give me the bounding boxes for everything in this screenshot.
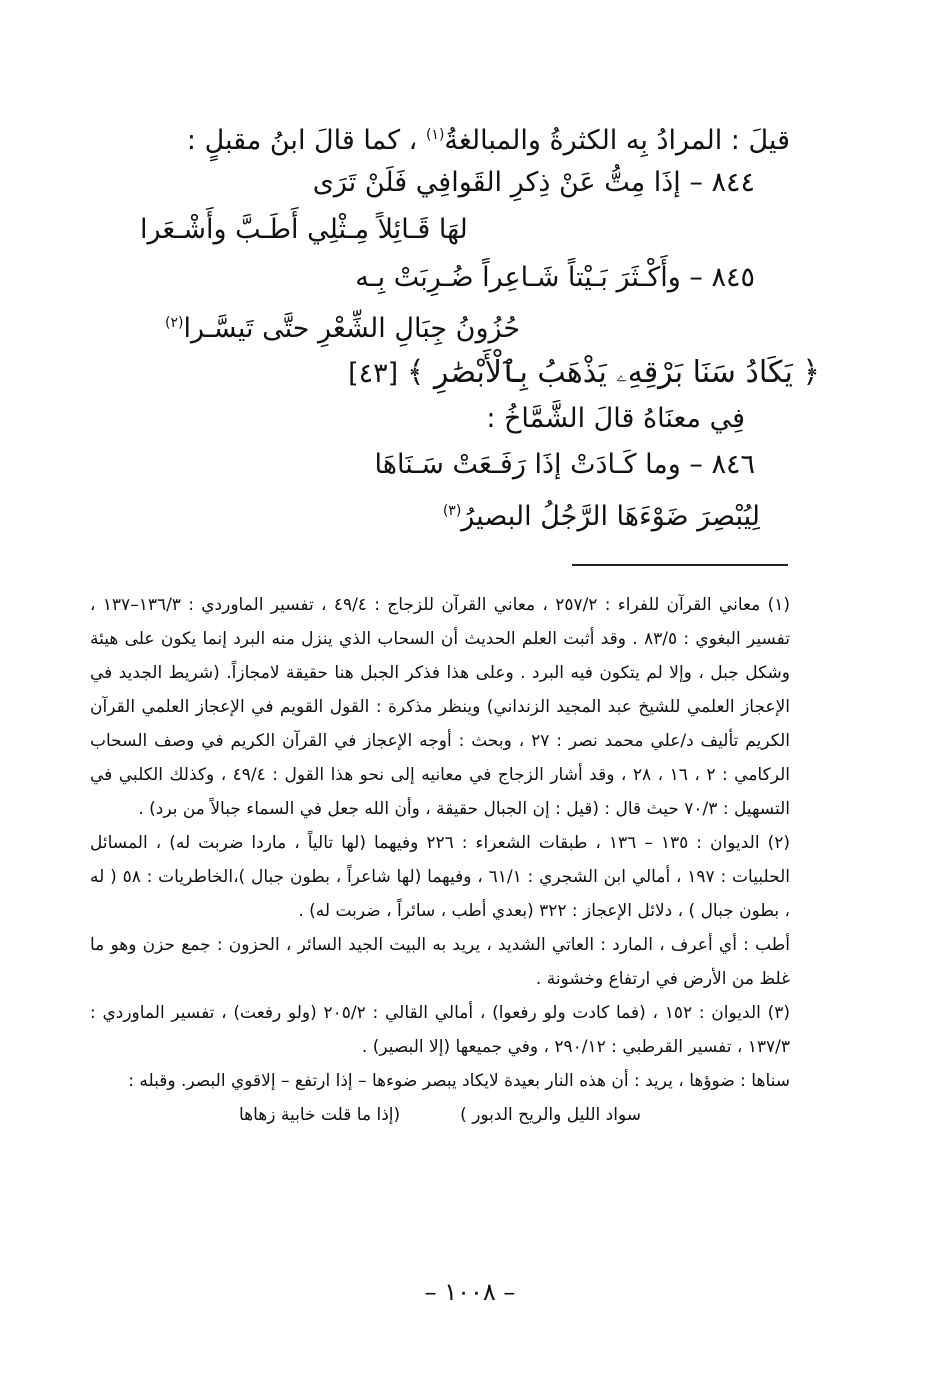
- footnote-ref-3: (٣): [442, 503, 462, 519]
- footnote-3-gloss: سناها : ضوؤها ، يريد : أن هذه النار بعيدة لايكاد يبصر ضوءها – إذا ارتفع – إلاقوي البصر. وقبله :: [128, 1071, 790, 1091]
- intro-line: [187, 118, 790, 158]
- quoted-verse-second: سواد الليل والريح الدبور ): [460, 1105, 642, 1125]
- footnote-ref-2: (٢): [165, 315, 184, 331]
- verse-846-second-wrap: [443, 494, 760, 534]
- verse-845-first: ٨٤٥ – وأَكْـثَرَ بَـيْتاً شَـاعِراً ضُـرِبَتْ بِـه: [355, 262, 755, 293]
- verse-846-second: لِيُبْصِرَ ضَوْءَهَا الرَّجُلُ البصيرُ: [461, 501, 760, 532]
- intro-tail: ، كما قالَ ابنُ مقبلٍ :: [186, 125, 418, 156]
- quran-verse-line: [348, 356, 820, 391]
- verse-846-first: ٨٤٦ – وما كَـادَتْ إذَا رَفَـعَتْ سَـنَاهَا: [374, 449, 755, 480]
- footnote-3: (٣) الديوان : ١٥٢ ، (فما كادت ولو رفعوا) ، أمالي القالي : ٢٠٥/٢ (ولو رفعت) ، تفسير الماوردي : ١٣٧/٣ ، تفسير القرطبي : ٢٩٠/١٢ ، وفي جميعها (إلا البصير) .: [90, 1003, 791, 1057]
- verse-845-second-wrap: [165, 306, 520, 346]
- footnote-divider: [572, 564, 788, 566]
- verse-number: [٤٣]: [348, 358, 399, 389]
- page-number: – ١٠٠٨ –: [424, 1278, 516, 1306]
- intro-text: قيلَ : المرادُ بِه الكثرةُ والمبالغةُ: [444, 125, 790, 156]
- verse-844-second: لهَا قَـائِلاً مِـثْلِي أَطَـبَّ وأَشْـعَرا: [140, 214, 468, 245]
- footnote-1: (١) معاني القرآن للفراء : ٢٥٧/٢ ، معاني القرآن للزجاج : ٤٩/٤ ، تفسير الماوردي : ١٣٦/٣–١٣٧ ، تفسير البغوي : ٨٣/٥ . وقد أثبت العلم الحديث أن السحاب الذي ينزل منه البرد إنما يكون على هيئة وشكل جبل ، وإلا لم يتكون فيه البرد . وعلى هذا فذكر الجبل هنا حقيقة لامجازاً. (شريط الجديد في الإعجاز العلمي للشيخ عبد المجيد الزنداني) وينظر مذكرة : القول القويم في الإعجاز العلمي القرآن الكريم تأليف د/علي محمد نصر : ٢٧ ، وبحث : أوجه الإعجاز في القرآن الكريم في وصف السحاب الركامي : ٢ ، ١٦ ، ٢٨ ، وقد أشار الزجاج في معانيه إلى نحو هذا القول : ٤٩/٤ ، وكذلك الكلبي في التسهيل : ٧٠/٣ حيث قال : (قيل : إن الجبال حقيقة ، وأن الله جعل في السماء جبالاً من برد) .: [90, 595, 790, 819]
- verse-845-second: حُزُونُ جِبَالِ الشِّعْرِ حتَّى تَيسَّـرا: [183, 313, 521, 344]
- footnote-2-gloss: أطب : أي أعرف ، المارد : العاتي الشديد ، يريد به البيت الجيد السائر ، الحزون : جمع حزن وهو ما غلظ من الأرض في ارتفاع وخشونة .: [90, 935, 790, 989]
- footnote-ref-1: (١): [425, 127, 445, 143]
- footnotes: [90, 588, 790, 1132]
- footnote-2: (٢) الديوان : ١٣٥ – ١٣٦ ، طبقات الشعراء : ٢٢٦ وفيهما (لها تالياً ، ماردا ضربت له) ، المسائل الحلبيات : ١٩٧ ، أمالي ابن الشجري : ٦١/١ ، وفيهما (لها شاعراً ، بطون جبال )،الخاطريات : ٥٨ ( له ، بطون جبال ) ، دلائل الإعجاز : ٣٢٢ (بعدي أطب ، سائراً ، ضربت له) .: [90, 833, 791, 921]
- quran-verse: ﴿ يَكَادُ سَنَا بَرْقِهِۦ يَذْهَبُ بِٱلْأَبْصَٰرِ ﴾: [406, 355, 820, 390]
- quoted-verse: [90, 1098, 790, 1132]
- commentary-line: فِي معنَاهُ قالَ الشَّمَّاخُ :: [486, 403, 745, 434]
- verse-844-first: ٨٤٤ – إذَا مِتُّ عَنْ ذِكرِ القَوافِي فَلَنْ تَرَى: [312, 167, 755, 198]
- quoted-verse-first: (إذا ما قلت خابية زهاها: [238, 1105, 401, 1125]
